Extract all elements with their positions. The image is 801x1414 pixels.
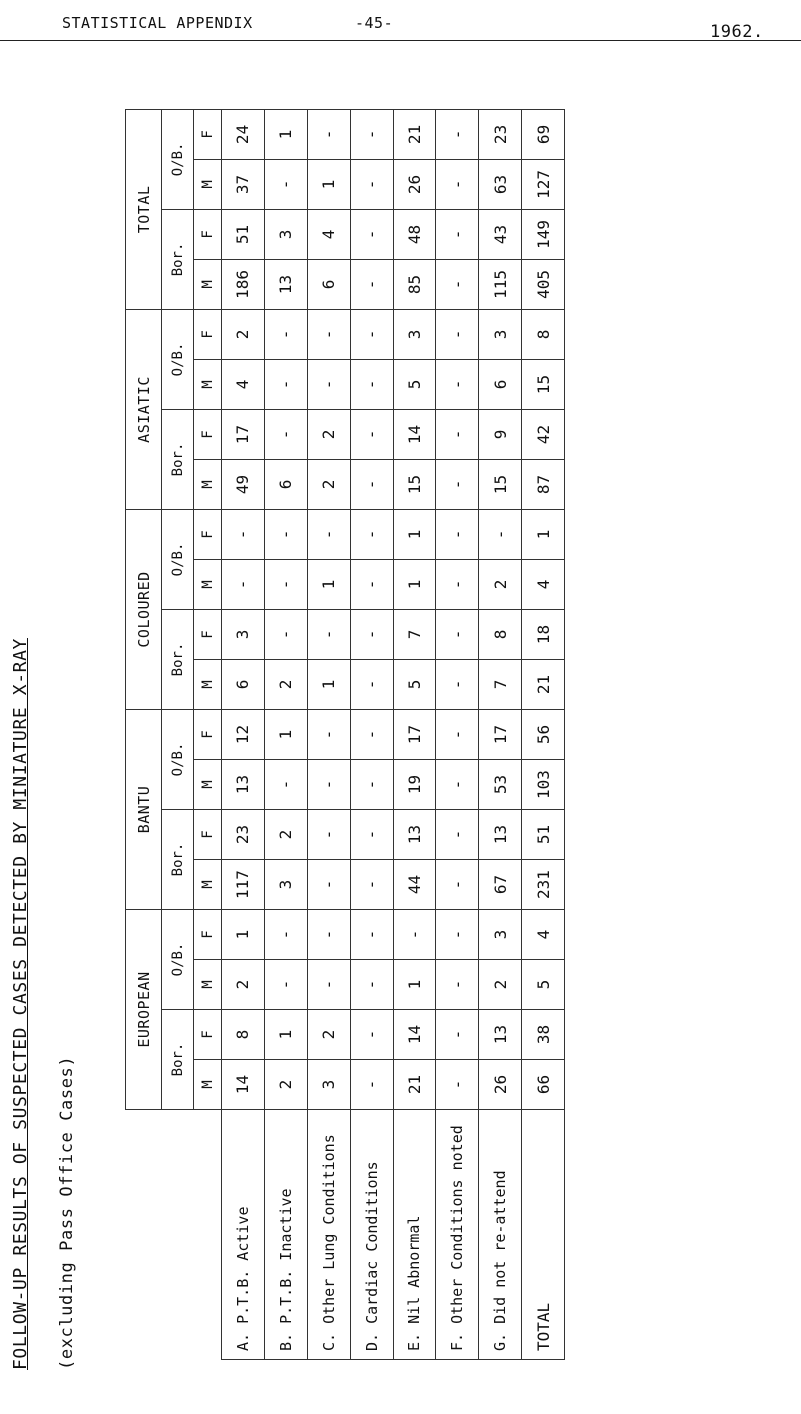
- table-cell: 2: [264, 810, 307, 860]
- table-cell: -: [350, 609, 393, 659]
- sex-header-f: F: [194, 810, 222, 860]
- table-cell: -: [350, 109, 393, 159]
- table-cell: 3: [479, 910, 522, 960]
- table-cell: -: [307, 910, 350, 960]
- table-cell: -: [436, 459, 479, 509]
- sex-header-m: M: [194, 659, 222, 709]
- table-cell: -: [307, 709, 350, 759]
- row-label: E. Nil Abnormal: [393, 1110, 436, 1360]
- table-cell: 127: [522, 159, 565, 209]
- table-cell: 63: [479, 159, 522, 209]
- table-cell: 37: [222, 159, 265, 209]
- table-cell: 23: [479, 109, 522, 159]
- table-row: [393, 109, 436, 1359]
- table-cell: 1: [393, 559, 436, 609]
- table-cell: 18: [522, 609, 565, 659]
- group-header-ob: O/B.: [162, 109, 194, 209]
- table-cell: -: [436, 209, 479, 259]
- sex-header-f: F: [194, 910, 222, 960]
- table-cell: -: [436, 559, 479, 609]
- year-label: 1962.: [710, 22, 764, 42]
- table-cell: -: [307, 109, 350, 159]
- table-cell: 53: [479, 760, 522, 810]
- table-cell: 48: [393, 209, 436, 259]
- table-cell: 3: [222, 609, 265, 659]
- table-row: [350, 109, 393, 1359]
- corner-cell: [126, 1110, 222, 1360]
- table-cell: 2: [222, 960, 265, 1010]
- table-cell: 4: [222, 359, 265, 409]
- table-cell: -: [350, 659, 393, 709]
- table-cell: 5: [393, 359, 436, 409]
- table-cell: 1: [393, 960, 436, 1010]
- race-header-total: TOTAL: [126, 109, 162, 309]
- table-cell: 2: [264, 1060, 307, 1110]
- table-cell: -: [350, 309, 393, 359]
- table-cell: 2: [307, 1010, 350, 1060]
- table-cell: -: [350, 559, 393, 609]
- group-header-ob: O/B.: [162, 709, 194, 809]
- table-cell: -: [264, 960, 307, 1010]
- table-cell: 13: [393, 810, 436, 860]
- sex-header-f: F: [194, 409, 222, 459]
- table-cell: -: [222, 559, 265, 609]
- table-cell: 42: [522, 409, 565, 459]
- table-cell: 4: [522, 559, 565, 609]
- table-cell: 17: [222, 409, 265, 459]
- table-cell: -: [436, 409, 479, 459]
- table-cell: 1: [264, 109, 307, 159]
- table-cell: 13: [479, 810, 522, 860]
- sex-header-m: M: [194, 559, 222, 609]
- sex-header-m: M: [194, 159, 222, 209]
- table-cell: 87: [522, 459, 565, 509]
- table-cell: -: [264, 359, 307, 409]
- table-cell: -: [436, 760, 479, 810]
- table-cell: 3: [264, 209, 307, 259]
- table-cell: 9: [479, 409, 522, 459]
- group-header-ob: O/B.: [162, 910, 194, 1010]
- table-cell: -: [350, 259, 393, 309]
- sex-header-m: M: [194, 1060, 222, 1110]
- table-cell: 15: [479, 459, 522, 509]
- table-cell: -: [436, 1010, 479, 1060]
- table-cell: -: [436, 709, 479, 759]
- results-table: [125, 109, 565, 1360]
- table-cell: -: [307, 860, 350, 910]
- table-subtitle: (excluding Pass Office Cases): [57, 1055, 77, 1370]
- table-cell: 1: [522, 509, 565, 559]
- table-cell: 51: [222, 209, 265, 259]
- table-cell: 6: [222, 659, 265, 709]
- table-cell: -: [307, 509, 350, 559]
- table-cell: -: [264, 559, 307, 609]
- table-cell: -: [350, 810, 393, 860]
- table-cell: -: [350, 1010, 393, 1060]
- table-cell: 67: [479, 860, 522, 910]
- group-header-bor: Bor.: [162, 209, 194, 309]
- table-cell: 3: [393, 309, 436, 359]
- table-cell: 26: [393, 159, 436, 209]
- race-header-row: [126, 109, 162, 1359]
- table-cell: 14: [222, 1060, 265, 1110]
- table-cell: 38: [522, 1010, 565, 1060]
- table-cell: -: [264, 159, 307, 209]
- group-header-ob: O/B.: [162, 509, 194, 609]
- sex-header-f: F: [194, 109, 222, 159]
- table-cell: -: [307, 359, 350, 409]
- table-cell: 405: [522, 259, 565, 309]
- table-cell: 149: [522, 209, 565, 259]
- sex-header-m: M: [194, 359, 222, 409]
- table-cell: 8: [222, 1010, 265, 1060]
- table-cell: 5: [393, 659, 436, 709]
- table-row: [307, 109, 350, 1359]
- sex-header-m: M: [194, 259, 222, 309]
- group-header-bor: Bor.: [162, 810, 194, 910]
- table-cell: -: [436, 609, 479, 659]
- table-cell: -: [264, 609, 307, 659]
- table-cell: -: [350, 509, 393, 559]
- table-title: [8, 0, 34, 1370]
- table-cell: -: [307, 309, 350, 359]
- race-header-european: EUROPEAN: [126, 910, 162, 1110]
- row-label: G. Did not re-attend: [479, 1110, 522, 1360]
- results-table-container: [125, 110, 565, 1360]
- table-cell: 1: [307, 659, 350, 709]
- table-cell: 6: [479, 359, 522, 409]
- table-cell: 7: [393, 609, 436, 659]
- appendix-header: STATISTICAL APPENDIX: [62, 14, 253, 32]
- table-cell: 69: [522, 109, 565, 159]
- table-cell: -: [436, 159, 479, 209]
- table-cell: -: [264, 509, 307, 559]
- row-label: C. Other Lung Conditions: [307, 1110, 350, 1360]
- table-cell: -: [307, 609, 350, 659]
- group-header-bor: Bor.: [162, 1010, 194, 1110]
- table-cell: 49: [222, 459, 265, 509]
- sex-header-f: F: [194, 1010, 222, 1060]
- table-cell: 14: [393, 409, 436, 459]
- table-cell: -: [350, 910, 393, 960]
- total-row: [522, 109, 565, 1359]
- row-label: B. P.T.B. Inactive: [264, 1110, 307, 1360]
- table-cell: 15: [393, 459, 436, 509]
- table-cell: 5: [522, 960, 565, 1010]
- table-cell: 2: [307, 459, 350, 509]
- sex-header-m: M: [194, 860, 222, 910]
- table-cell: 8: [522, 309, 565, 359]
- table-cell: -: [350, 209, 393, 259]
- table-cell: -: [350, 159, 393, 209]
- table-cell: -: [436, 359, 479, 409]
- row-label: F. Other Conditions noted: [436, 1110, 479, 1360]
- table-cell: 7: [479, 659, 522, 709]
- sex-header-f: F: [194, 509, 222, 559]
- table-cell: 14: [393, 1010, 436, 1060]
- table-cell: -: [436, 1060, 479, 1110]
- table-cell: 3: [479, 309, 522, 359]
- table-title-text: FOLLOW-UP RESULTS OF SUSPECTED CASES DETECTED BY MINIATURE X-RAY: [10, 638, 31, 1370]
- table-cell: 56: [522, 709, 565, 759]
- sex-header-m: M: [194, 760, 222, 810]
- table-cell: 19: [393, 760, 436, 810]
- race-header-asiatic: ASIATIC: [126, 309, 162, 509]
- table-cell: -: [436, 960, 479, 1010]
- header-rule: [0, 40, 801, 41]
- row-label: D. Cardiac Conditions: [350, 1110, 393, 1360]
- table-cell: 1: [393, 509, 436, 559]
- table-cell: -: [436, 259, 479, 309]
- table-cell: 85: [393, 259, 436, 309]
- table-cell: 21: [393, 109, 436, 159]
- table-cell: 12: [222, 709, 265, 759]
- table-cell: -: [350, 860, 393, 910]
- table-cell: 21: [522, 659, 565, 709]
- table-row: [479, 109, 522, 1359]
- table-cell: 13: [479, 1010, 522, 1060]
- table-cell: -: [307, 810, 350, 860]
- table-cell: 43: [479, 209, 522, 259]
- table-cell: -: [436, 509, 479, 559]
- sex-header-f: F: [194, 309, 222, 359]
- table-cell: 15: [522, 359, 565, 409]
- table-cell: -: [436, 810, 479, 860]
- table-cell: 8: [479, 609, 522, 659]
- table-cell: -: [436, 109, 479, 159]
- race-header-bantu: BANTU: [126, 709, 162, 909]
- table-cell: 17: [479, 709, 522, 759]
- table-cell: -: [350, 760, 393, 810]
- page-number: -45-: [355, 14, 394, 32]
- table-cell: -: [436, 309, 479, 359]
- table-cell: -: [350, 709, 393, 759]
- table-cell: 13: [264, 259, 307, 309]
- table-cell: -: [264, 760, 307, 810]
- table-cell: -: [436, 659, 479, 709]
- table-cell: -: [307, 760, 350, 810]
- table-cell: 231: [522, 860, 565, 910]
- table-cell: 3: [264, 860, 307, 910]
- table-cell: 23: [222, 810, 265, 860]
- table-cell: 44: [393, 860, 436, 910]
- table-cell: -: [222, 509, 265, 559]
- table-cell: 115: [479, 259, 522, 309]
- race-header-coloured: COLOURED: [126, 509, 162, 709]
- table-row: [264, 109, 307, 1359]
- table-cell: 1: [307, 559, 350, 609]
- table-cell: 24: [222, 109, 265, 159]
- sex-header-f: F: [194, 709, 222, 759]
- table-cell: 103: [522, 760, 565, 810]
- table-cell: -: [479, 509, 522, 559]
- table-cell: 6: [264, 459, 307, 509]
- table-cell: -: [350, 459, 393, 509]
- table-cell: 4: [307, 209, 350, 259]
- table-cell: 26: [479, 1060, 522, 1110]
- table-cell: 17: [393, 709, 436, 759]
- table-cell: 2: [479, 960, 522, 1010]
- table-row: [436, 109, 479, 1359]
- table-cell: 1: [264, 709, 307, 759]
- table-cell: 6: [307, 259, 350, 309]
- table-cell: 21: [393, 1060, 436, 1110]
- table-cell: -: [350, 409, 393, 459]
- table-cell: 1: [222, 910, 265, 960]
- table-cell: 2: [222, 309, 265, 359]
- table-cell: -: [350, 359, 393, 409]
- table-cell: 186: [222, 259, 265, 309]
- table-cell: -: [307, 960, 350, 1010]
- table-cell: 66: [522, 1060, 565, 1110]
- table-cell: -: [350, 960, 393, 1010]
- table-cell: 13: [222, 760, 265, 810]
- table-cell: 4: [522, 910, 565, 960]
- table-cell: 2: [264, 659, 307, 709]
- table-cell: -: [350, 1060, 393, 1110]
- results-table-body: [222, 109, 565, 1359]
- group-header-bor: Bor.: [162, 409, 194, 509]
- group-header-bor: Bor.: [162, 609, 194, 709]
- row-label: TOTAL: [522, 1110, 565, 1360]
- table-cell: 51: [522, 810, 565, 860]
- table-row: [222, 109, 265, 1359]
- table-cell: -: [264, 910, 307, 960]
- table-cell: 1: [264, 1010, 307, 1060]
- table-cell: 1: [307, 159, 350, 209]
- table-cell: 117: [222, 860, 265, 910]
- table-cell: -: [436, 860, 479, 910]
- table-cell: -: [264, 409, 307, 459]
- sex-header-f: F: [194, 209, 222, 259]
- sex-header-m: M: [194, 960, 222, 1010]
- table-cell: -: [436, 910, 479, 960]
- table-cell: 2: [307, 409, 350, 459]
- sex-header-m: M: [194, 459, 222, 509]
- group-header-ob: O/B.: [162, 309, 194, 409]
- table-cell: 2: [479, 559, 522, 609]
- table-cell: -: [393, 910, 436, 960]
- table-cell: 3: [307, 1060, 350, 1110]
- row-label: A. P.T.B. Active: [222, 1110, 265, 1360]
- table-cell: -: [264, 309, 307, 359]
- sex-header-f: F: [194, 609, 222, 659]
